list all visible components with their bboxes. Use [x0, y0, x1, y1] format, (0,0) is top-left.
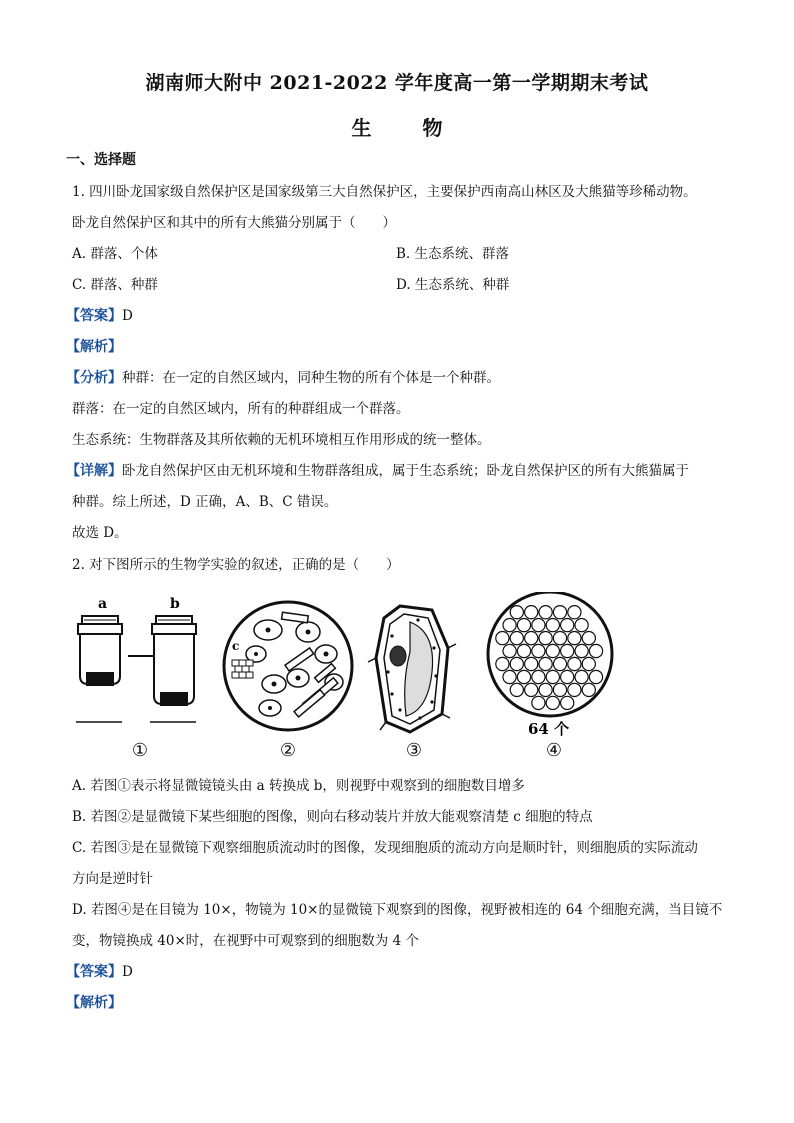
cell	[546, 644, 559, 657]
cell	[503, 619, 516, 632]
cell	[525, 606, 538, 619]
q1-conclusion: 故选 D。	[72, 525, 128, 541]
cell	[575, 644, 588, 657]
cell	[589, 644, 602, 657]
subject-title: 生 物	[351, 116, 465, 140]
q2-option-b: B. 若图②是显微镜下某些细胞的图像，则向右移动装片并放大能观察清楚 c 细胞的特点	[72, 809, 593, 825]
answer-tag: 【答案】	[66, 308, 122, 324]
q1-option-a: A. 群落、个体	[72, 246, 158, 262]
cell	[546, 670, 559, 683]
fenxi-tag: 【分析】	[66, 370, 122, 386]
q2-answer	[66, 963, 133, 981]
panel4-field-64	[488, 592, 612, 716]
cell	[575, 619, 588, 632]
q2-option-d-line1: D. 若图④是在目镜为 10×，物镜为 10×的显微镜下观察到的图像，视野被相连的 64 个细胞充满，当目镜不	[72, 902, 723, 918]
cell	[582, 683, 595, 696]
panel-label-4: ④	[545, 740, 563, 761]
panel1-lenses	[76, 596, 196, 722]
cell	[503, 670, 516, 683]
q1-qunluo-def: 群落：在一定的自然区域内，所有的种群组成一个群落。	[72, 401, 410, 417]
section-heading: 一、选择题	[66, 152, 136, 168]
cell	[525, 683, 538, 696]
cell	[553, 632, 566, 645]
cell	[532, 696, 545, 709]
cell	[546, 619, 559, 632]
q1-option-c: C. 群落、种群	[72, 277, 158, 293]
cell	[539, 657, 552, 670]
cell	[517, 670, 530, 683]
q1-xiangjie-line2: 种群。综上所述，D 正确，A、B、C 错误。	[72, 494, 338, 510]
cell	[553, 683, 566, 696]
cell	[517, 644, 530, 657]
q1-stem-line1: 1. 四川卧龙国家级自然保护区是国家级第三大自然保护区，主要保护西南高山林区及大熊猫等珍稀动物。	[72, 184, 697, 200]
answer-value: D	[122, 308, 133, 324]
cell	[561, 696, 574, 709]
cell	[546, 696, 559, 709]
q2-option-c-line2: 方向是逆时针	[72, 871, 153, 887]
q1-xiangjie	[66, 462, 689, 480]
cell	[539, 632, 552, 645]
label-c: c	[232, 639, 240, 653]
cell	[582, 632, 595, 645]
cell	[517, 619, 530, 632]
answer-value: D	[122, 964, 133, 980]
cell	[510, 632, 523, 645]
panel-label-1: ①	[131, 740, 149, 761]
cell	[582, 657, 595, 670]
cell	[532, 670, 545, 683]
q2-stem: 2. 对下图所示的生物学实验的叙述，正确的是（ ）	[72, 557, 400, 573]
panel-label-2: ②	[279, 740, 297, 761]
cell	[568, 632, 581, 645]
q2-figure	[70, 592, 630, 772]
fenxi-text: 种群：在一定的自然区域内，同种生物的所有个体是一个种群。	[122, 370, 500, 386]
cell	[568, 606, 581, 619]
exam-title: 湖南师大附中 2021-2022 学年度高一第一学期期末考试	[145, 72, 649, 94]
cell	[496, 632, 509, 645]
q1-shengtai-def: 生态系统：生物群落及其所依赖的无机环境相互作用形成的统一整体。	[72, 432, 491, 448]
q1-answer	[66, 307, 133, 325]
cell	[568, 683, 581, 696]
panel2-field	[224, 602, 352, 730]
q1-stem-line2: 卧龙自然保护区和其中的所有大熊猫分别属于（ ）	[72, 215, 396, 231]
label-a: a	[98, 596, 108, 612]
xiangjie-tag: 【详解】	[66, 463, 122, 479]
cell	[561, 619, 574, 632]
panel-label-3: ③	[405, 740, 423, 761]
cell	[510, 657, 523, 670]
cell	[561, 644, 574, 657]
cell	[496, 657, 509, 670]
q2-option-c-line1: C. 若图③是在显微镜下观察细胞质流动时的图像，发现细胞质的流动方向是顺时针，则细胞质的实际流动	[72, 840, 698, 856]
panel3-plant-cell	[368, 606, 456, 732]
q2-option-d-line2: 变，物镜换成 40×时，在视野中可观察到的细胞数为 4 个	[72, 933, 419, 949]
cell	[561, 670, 574, 683]
label-b: b	[170, 596, 180, 612]
q1-option-b: B. 生态系统、群落	[396, 246, 510, 262]
cell	[589, 670, 602, 683]
count-label: 64 个	[528, 720, 570, 738]
answer-tag: 【答案】	[66, 964, 122, 980]
q2-analysis-tag: 【解析】	[66, 995, 122, 1011]
cell	[532, 644, 545, 657]
cell	[510, 606, 523, 619]
cell	[539, 606, 552, 619]
cell	[525, 657, 538, 670]
q1-option-d: D. 生态系统、种群	[396, 277, 510, 293]
cell	[553, 657, 566, 670]
cell	[539, 683, 552, 696]
cell	[575, 670, 588, 683]
cell	[503, 644, 516, 657]
cell	[553, 606, 566, 619]
cell	[532, 619, 545, 632]
q2-option-a: A. 若图①表示将显微镜镜头由 a 转换成 b，则视野中观察到的细胞数目增多	[72, 778, 525, 794]
cell	[568, 657, 581, 670]
q1-fenxi	[66, 369, 500, 387]
cell	[525, 632, 538, 645]
xiangjie-text: 卧龙自然保护区由无机环境和生物群落组成，属于生态系统；卧龙自然保护区的所有大熊猫属于	[122, 463, 689, 479]
cell	[510, 683, 523, 696]
q1-analysis-tag: 【解析】	[66, 339, 122, 355]
